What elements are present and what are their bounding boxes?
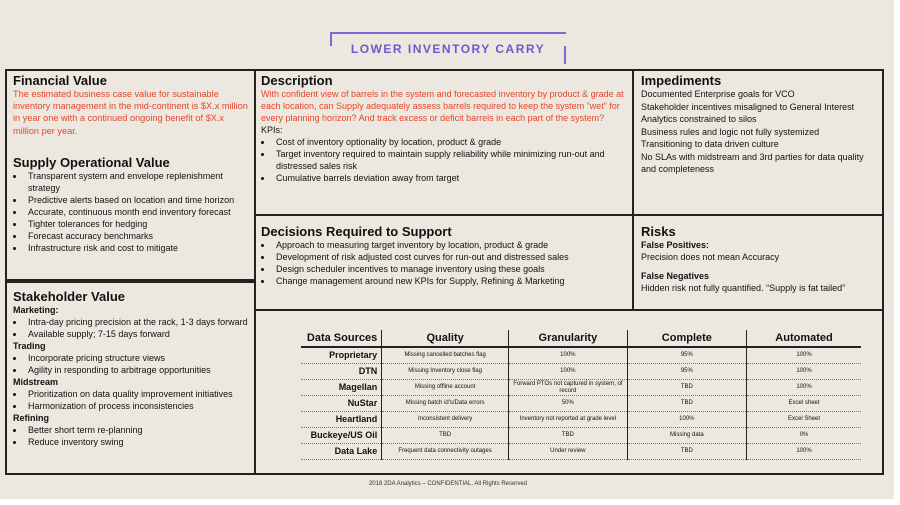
list-item: • Development of risk adjusted cost curves for run-out and distressed sales: [273, 251, 627, 263]
table-cell: Proprietary: [301, 347, 382, 364]
table-cell: DTN: [301, 364, 382, 380]
supply-operational-box: [5, 151, 256, 281]
list-item: • Change management around new KPIs for Supply, Refining & Marketing: [273, 275, 627, 287]
table-cell: Missing data: [627, 428, 746, 444]
table-cell: Frequent data connectivity outages: [382, 444, 509, 460]
table-header-row: [301, 330, 861, 347]
table-row: [301, 444, 861, 460]
list-item: • Design scheduler incentives to manage inventory using these goals: [273, 263, 627, 275]
list-item: • Incorporate pricing structure views: [25, 352, 248, 364]
financial-value-box: [5, 69, 256, 153]
group-marketing: Marketing:: [13, 305, 59, 315]
stakeholder-value-box: [5, 281, 256, 475]
table-cell: 100%: [747, 444, 861, 460]
table-cell: 100%: [509, 364, 628, 380]
description-text: With confident view of barrels in the system and forecasted inventory by product & grade at each location, can Supply adequately assess barrels required to keep the system “wet” for every planning horizon? And track excess or deficit barrels in each part of the system?: [261, 89, 624, 123]
false-negatives-text: Hidden risk not fully quantified. “Supply is fat tailed”: [641, 283, 846, 294]
table-cell: TBD: [627, 396, 746, 412]
footer-text: 2018 2DA Analytics – CONFIDENTIAL. All Rights Reserved: [368, 481, 528, 487]
table-cell: TBD: [509, 428, 628, 444]
table-cell: TBD: [382, 428, 509, 444]
table-cell: 50%: [509, 396, 628, 412]
table-cell: 100%: [509, 347, 628, 364]
column-header: Granularity: [509, 330, 628, 347]
false-negatives-label: False Negatives: [641, 271, 710, 282]
table-row: [301, 428, 861, 444]
title-bracket: [330, 32, 566, 64]
stakeholder-value-heading: Stakeholder Value: [13, 289, 125, 304]
list-item: • Transparent system and envelope replenishment strategy: [25, 170, 248, 194]
list-item: • Better short term re-planning: [25, 424, 248, 436]
impediment-item: Documented Enterprise goals for VCO: [641, 89, 795, 99]
decisions-list: [261, 239, 627, 287]
list-item: • Infrastructure risk and cost to mitigate: [25, 242, 248, 254]
kpi-list: [261, 136, 627, 184]
table-cell: Buckeye/US Oil: [301, 428, 382, 444]
column-header: Quality: [382, 330, 509, 347]
list-item: • Cumulative barrels deviation away from target: [273, 172, 627, 184]
list-item: • Cost of inventory optionality by location, product & grade: [273, 136, 627, 148]
table-cell: Data Lake: [301, 444, 382, 460]
list-item: • Accurate, continuous month end inventory forecast: [25, 206, 248, 218]
slide-title: LOWER INVENTORY CARRY: [350, 42, 546, 56]
table-row: [301, 364, 861, 380]
column-header: Complete: [627, 330, 746, 347]
column-header: Data Sources: [301, 330, 382, 347]
table-cell: 100%: [747, 347, 861, 364]
kpi-label: KPIs:: [261, 125, 283, 135]
table-cell: 100%: [747, 364, 861, 380]
financial-value-heading: Financial Value: [13, 73, 107, 88]
impediment-item: Business rules and logic not fully systemized: [641, 126, 820, 137]
supply-operational-heading: Supply Operational Value: [13, 155, 170, 170]
list-item: • Reduce inventory swing: [25, 436, 248, 448]
table-cell: TBD: [627, 444, 746, 460]
list-item: • Harmonization of process inconsistencies: [25, 400, 248, 412]
table-cell: NuStar: [301, 396, 382, 412]
table-cell: Forward PTOs not captured in system, of record: [509, 380, 628, 396]
list-item: • Forecast accuracy benchmarks: [25, 230, 248, 242]
table-cell: 100%: [747, 380, 861, 396]
table-cell: Missing batch id's/Data errors: [382, 396, 509, 412]
data-sources-table: [301, 330, 861, 460]
list-item: • Prioritization on data quality improvement initiatives: [25, 388, 248, 400]
impediment-item: Stakeholder incentives misaligned to General Interest: [641, 101, 855, 112]
impediment-item: Analytics constrained to silos: [641, 114, 757, 124]
decisions-box: [254, 214, 634, 311]
impediment-item: No SLAs with midstream and 3rd parties for data quality and completeness: [641, 151, 864, 174]
table-cell: Under review: [509, 444, 628, 460]
list-item: • Predictive alerts based on location and time horizon: [25, 194, 248, 206]
table-cell: Excel sheet: [747, 396, 861, 412]
table-cell: Excel Sheet: [747, 412, 861, 428]
false-positives-label: False Positives:: [641, 240, 710, 250]
column-header: Automated: [747, 330, 861, 347]
table-cell: TBD: [627, 380, 746, 396]
list-item: • Target inventory required to maintain supply reliability while minimizing run-out and distressed sales risk: [273, 148, 627, 172]
table-cell: 100%: [627, 412, 746, 428]
list-item: • Available supply; 7-15 days forward: [25, 328, 248, 340]
group-refining: Refining: [13, 413, 49, 423]
group-midstream: Midstream: [13, 377, 59, 387]
false-positives-text: Precision does not mean Accuracy: [641, 252, 780, 262]
decisions-heading: Decisions Required to Support: [261, 224, 452, 239]
impediment-item: Transitioning to data driven culture: [641, 139, 779, 149]
supply-operational-list: [13, 170, 248, 254]
table-cell: Missing Inventory close flag: [382, 364, 509, 380]
financial-value-text: The estimated business case value for sustainable inventory management in the mid-continent is $X.x million in year one with a continued ongoing benefit of $X.x million per year.: [13, 89, 248, 136]
table-cell: Missing offline account: [382, 380, 509, 396]
list-item: • Approach to measuring target inventory by location, product & grade: [273, 239, 627, 251]
table-row: [301, 396, 861, 412]
table-cell: Missing cancelled batches flag: [382, 347, 509, 364]
impediments-heading: Impediments: [641, 73, 722, 88]
table-cell: Magellan: [301, 380, 382, 396]
description-heading: Description: [261, 73, 333, 88]
risks-heading: Risks: [641, 224, 676, 239]
list-item: • Intra-day pricing precision at the rack, 1-3 days forward: [25, 316, 248, 328]
table-cell: 0%: [747, 428, 861, 444]
description-box: [254, 69, 634, 216]
table-cell: 95%: [627, 347, 746, 364]
risks-box: [632, 214, 884, 311]
list-item: • Agility in responding to arbitrage opportunities: [25, 364, 248, 376]
table-row: [301, 380, 861, 396]
table-row: [301, 412, 861, 428]
table-row: [301, 347, 861, 364]
group-trading: Trading: [13, 341, 46, 351]
table-cell: Inconsistent delivery: [382, 412, 509, 428]
table-cell: 95%: [627, 364, 746, 380]
list-item: • Tighter tolerances for hedging: [25, 218, 248, 230]
table-cell: Heartland: [301, 412, 382, 428]
impediments-box: [632, 69, 884, 216]
table-cell: Inventory not reported at grade level: [509, 412, 628, 428]
